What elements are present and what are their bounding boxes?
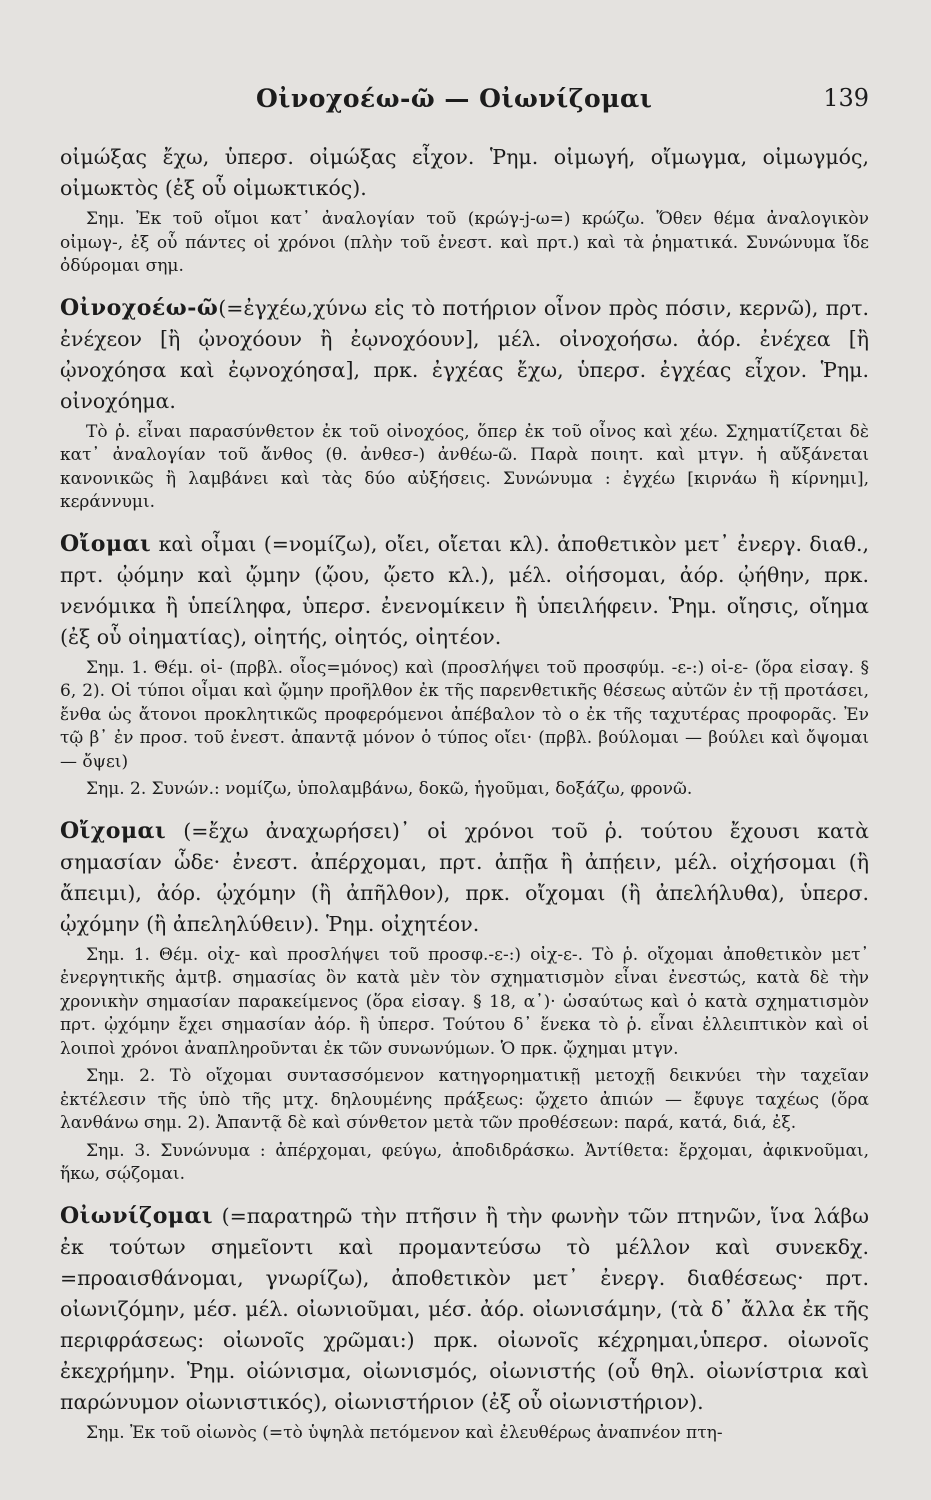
entry-body-text: καὶ οἶμαι (=νομίζω), οἴει, οἴεται κλ). ἀποθετικὸν μετ᾽ ἐνεργ. διαθ., πρτ. ᾠόμην καὶ ᾤμην (ᾤου, ᾤετο κλ.), μέλ. οἰήσομαι, ἀόρ. ᾠήθην, πρκ. νενόμικα ἢ ὑπείληφα, ὑπερσ. ἐνενομίκειν ἢ ὑπειλήφειν. Ῥημ. οἴησις, οἴημα (ἐξ οὗ οἰηματίας), οἰητής, οἰητός, οἰητέον.	[60, 531, 869, 649]
entry-note: Σημ. Ἐκ τοῦ οἰωνὸς (=τὸ ὑψηλὰ πετόμενον καὶ ἐλευθέρως ἀναπνέον πτη-	[86, 1422, 723, 1443]
entry-body-text: (=ἐγχέω,χύνω εἰς τὸ ποτήριον οἶνον πρὸς πόσιν, κερνῶ), πρτ. ἐνέχεον [ἢ ᾠνοχόουν ἢ ἐῳνοχόουν], μέλ. οἰνοχοήσω. ἀόρ. ἐνέχεα [ἢ ᾠνοχόησα καὶ ἐῳνοχόησα], πρκ. ἐγχέας ἔχω, ὑπερσ. ἐγχέας εἶχον. Ῥημ. οἰνοχόημα.	[60, 295, 869, 413]
entry-note: Σημ. 1. Θέμ. οἰ- (πρβλ. οἶος=μόνος) καὶ (προσλήψει τοῦ προσφύμ. -ε-:) οἰ-ε- (ὅρα εἰσαγ. § 6, 2). Οἱ τύποι οἶμαι καὶ ᾤμην προῆλθον ἐκ τῆς παρενθετικῆς θέσεως αὐτῶν ἐν τῇ προτάσει, ἔνθα ὡς ἄτονοι προκλητικῶς προφερόμενοι ἀπέβαλον τὸ ο ἐκ τῆς ταχυτέρας προφορᾶς. Ἐν τῷ β᾽ ἐν προσ. τοῦ ἐνεστ. ἀπαντᾷ μόνον ὁ τύπος οἴει· (πρβλ. βούλομαι — βούλει καὶ ὄψομαι — ὄψει)	[60, 657, 869, 772]
entry-headword: Οἴχομαι	[60, 817, 167, 844]
entry-body-text: (=παρατηρῶ τὴν πτῆσιν ἢ τὴν φωνὴν τῶν πτηνῶν, ἵνα λάβω ἐκ τούτων σημεῖοντι καὶ προμαντεύσω τὸ μέλλον καὶ συνεκδχ. =προαισθάνομαι, γνωρίζω), ἀποθετικὸν μετ᾽ ἐνεργ. διαθέσεως· πρτ. οἰωνιζόμην, μέσ. μέλ. οἰωνιοῦμαι, μέσ. ἀόρ. οἰωνισάμην, (τὰ δ᾽ ἄλλα ἐκ τῆς περιφράσεως: οἰωνοῖς χρῶμαι:) πρκ. οἰωνοῖς κέχρημαι,ὑπερσ. οἰωνοῖς ἐκεχρήμην. Ῥημ. οἰώνισμα, οἰωνισμός, οἰωνιστής (οὗ θηλ. οἰωνίστρια καὶ παρώνυμον οἰωνιστικός), οἰωνιστήριον (ἐξ οὗ οἰωνιστήριον).	[60, 1203, 869, 1414]
dictionary-entry	[60, 529, 869, 802]
running-head: Οἰνοχοέω-ῶ — Οἰωνίζομαι	[256, 84, 653, 113]
entry-note: Τὸ ῥ. εἶναι παρασύνθετον ἐκ τοῦ οἰνοχόος, ὅπερ ἐκ τοῦ οἶνος καὶ χέω. Σχηματίζεται δὲ κατ᾽ ἀναλογίαν τοῦ ἄνθος (θ. ἀνθεσ-) ἀνθέω-ῶ. Παρὰ ποιητ. καὶ μτγν. ἡ αὔξάνεται κανονικῶς ἢ λαμβάνει καὶ τὰς δύο αὐξήσεις. Συνώνυμα : ἐγχέω [κιρνάω ἢ κίρνημι], κεράννυμι.	[60, 421, 869, 512]
entry-note: Σημ. 2. Τὸ οἴχομαι συντασσόμενον κατηγορηματικῇ μετοχῇ δεικνύει τὴν ταχεῖαν ἐκτέλεσιν τῆς ὑπὸ τῆς μτχ. δηλουμένης πράξεως: ᾤχετο ἀπιών — ἔφυγε ταχέως (ὅρα λανθάνω σημ. 2). Ἀπαντᾷ δὲ καὶ σύνθετον μετὰ τῶν προθέσεων: παρά, κατά, διά, ἐξ.	[60, 1066, 869, 1133]
page-header	[60, 84, 869, 124]
entry-body-text: (=ἔχω ἀναχωρήσει)᾽ οἱ χρόνοι τοῦ ῥ. τούτου ἔχουσι κατὰ σημασίαν ὧδε· ἐνεστ. ἀπέρχομαι, πρτ. ἀπῇα ἢ ἀπῄειν, μέλ. οἰχήσομαι (ἢ ἄπειμι), ἀόρ. ᾠχόμην (ἢ ἀπῆλθον), πρκ. οἴχομαι (ἢ ἀπελήλυθα), ὑπερσ. ᾠχόμην (ἢ ἀπεληλύθειν). Ῥημ. οἰχητέον.	[60, 818, 869, 936]
entry-body	[60, 293, 869, 417]
entry-body	[60, 1201, 869, 1418]
dictionary-entry	[60, 293, 869, 515]
dictionary-entry	[60, 142, 869, 279]
entry-body-text: οἰμώξας ἔχω, ὑπερσ. οἰμώξας εἶχον. Ῥημ. οἰμωγή, οἴμωγμα, οἰμωγμός, οἰμωκτὸς (ἐξ οὗ οἰμωκτικός).	[60, 145, 869, 200]
dictionary-entry	[60, 1201, 869, 1446]
entry-headword: Οἰωνίζομαι	[60, 1202, 214, 1229]
entry-body	[60, 142, 869, 204]
entry-body	[60, 816, 869, 940]
entry-headword: Οἴομαι	[60, 530, 152, 557]
entry-body	[60, 529, 869, 653]
page-number: 139	[823, 84, 869, 112]
entry-note: Σημ. Ἐκ τοῦ οἴμοι κατ᾽ ἀναλογίαν τοῦ (κρώγ-j-ω=) κρώζω. Ὅθεν θέμα ἀναλογικὸν οἰμωγ-, ἐξ οὗ πάντες οἱ χρόνοι (πλὴν τοῦ ἐνεστ. καὶ πρτ.) καὶ τὰ ῥηματικά. Συνώνυμα ἴδε ὀδύρομαι σημ.	[60, 209, 869, 276]
entry-note: Σημ. 1. Θέμ. οἰχ- καὶ προσλήψει τοῦ προσφ.-ε-:) οἰχ-ε-. Τὸ ῥ. οἴχομαι ἀποθετικὸν μετ᾽ ἐνεργητικῆς ἀμτβ. σημασίας ὂν κατὰ μὲν τὸν σχηματισμὸν εἶναι ἐνεστώς, κατὰ δὲ τὴν χρονικὴν σημασίαν παρακείμενος (ὅρα εἰσαγ. § 18, α᾽)· ὡσαύτως καὶ ὁ κατὰ σχηματισμὸν πρτ. ᾠχόμην ἔχει σημασίαν ἀόρ. ἢ ὑπερσ. Τούτου δ᾽ ἕνεκα τὸ ῥ. εἶναι ἐλλειπτικὸν καὶ οἱ λοιποὶ χρόνοι ἀναπληροῦνται ἐκ τῶν συνωνύμων. Ὁ πρκ. ᾤχημαι μτγν.	[60, 944, 869, 1059]
entry-note: Σημ. 2. Συνών.: νομίζω, ὑπολαμβάνω, δοκῶ, ἡγοῦμαι, δοξάζω, φρονῶ.	[86, 779, 693, 799]
dictionary-entry	[60, 816, 869, 1187]
entry-note: Σημ. 3. Συνώνυμα : ἀπέρχομαι, φεύγω, ἀποδιδράσκω. Ἀντίθετα: ἔρχομαι, ἀφικνοῦμαι, ἥκω, σῴζομαι.	[60, 1140, 869, 1184]
entry-headword: Οἰνοχοέω-ῶ	[60, 294, 219, 321]
